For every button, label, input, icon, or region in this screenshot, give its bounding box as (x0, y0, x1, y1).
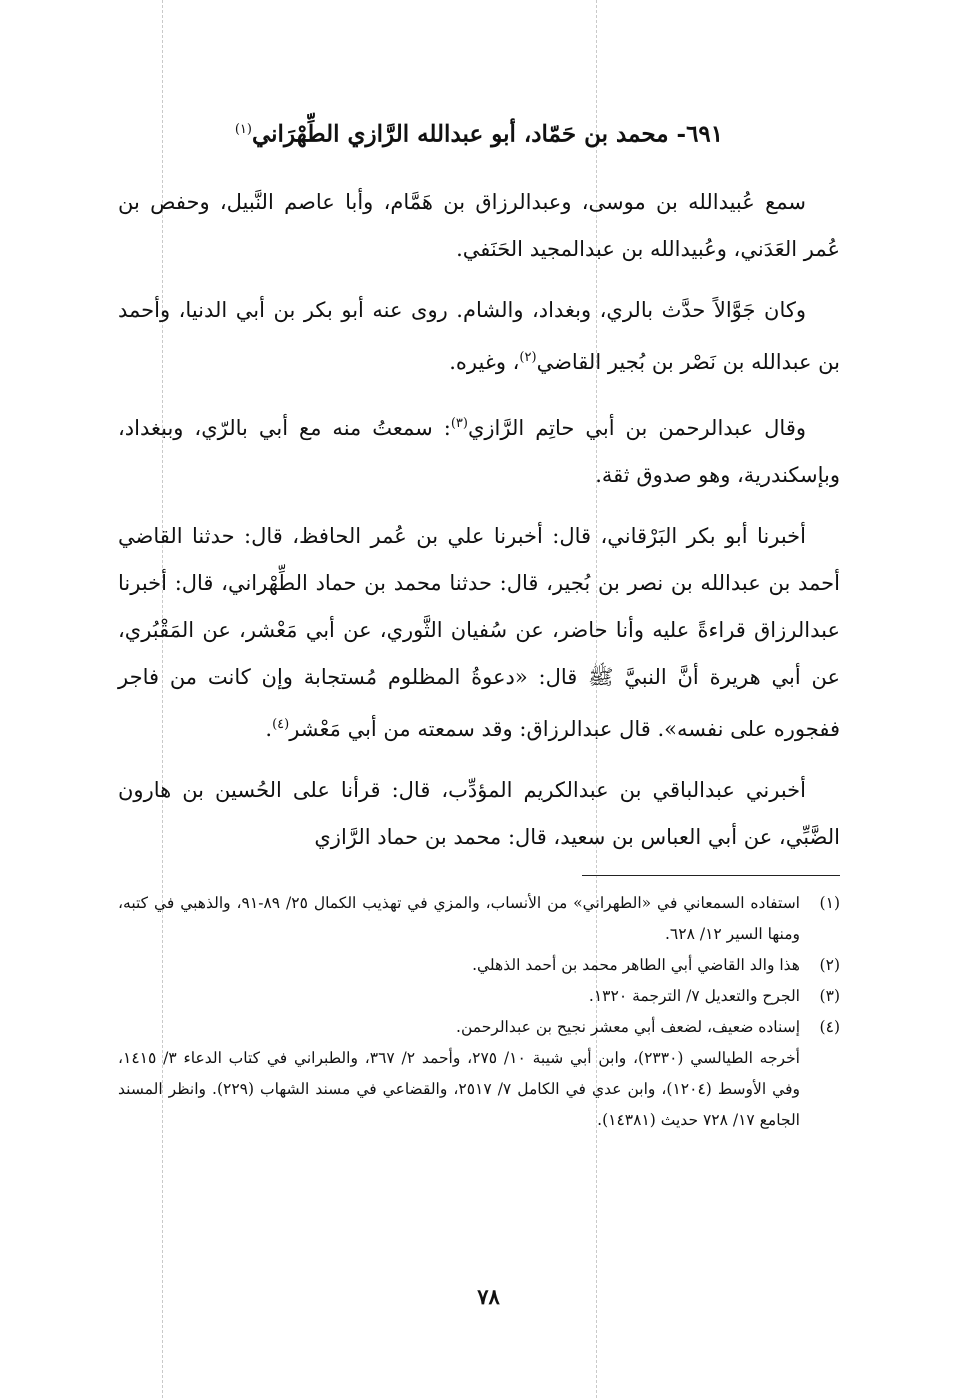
footnote-number: (٢) (819, 955, 840, 974)
paragraph-abi-hatim (118, 400, 840, 499)
entry-title: ٦٩١- محمد بن حَمّاد، أبو عبدالله الرَّازي الطِّهْرَاني (251, 120, 724, 148)
footnote-ref: (١) (234, 122, 252, 137)
paragraph-text: أخبرنا أبو بكر البَرْقاني، قال: أخبرنا علي بن عُمر الحافظ، قال: حدثنا القاضي أحمد بن عبدالله بن نصر بن بُجير، قال: حدثنا محمد بن حماد الطِّهْراني، قال: أخبرنا عبدالرزاق قراءةً عليه وأنا حاضر، عن سُفيان الثَّوري، عن أبي مَعْشر، عن المَقْبُري، عن أبي هريرة أنَّ النبيَّ ﷺ قال: «دعوةُ المظلوم مُستجابة وإن كانت من فاجر ففجوره على نفسه». قال عبدالرزاق: وقد سمعته من أبي مَعْشر (118, 523, 840, 741)
page-number: ٧٨ (477, 1284, 500, 1309)
footnote-continuation: أخرجه الطيالسي (٢٣٣٠)، وابن أبي شيبة ١٠/ ٢٧٥، وأحمد ٢/ ٣٦٧، والطبراني في كتاب الدعاء ٣/ ١٤١٥، وفي الأوسط (١٢٠٤)، وابن عدي في الكامل ٧/ ٢٥١٧، والقضاعي في مسند الشهاب (٢٢٩). وانظر المسند الجامع ١٧/ ٧٢٨ حديث (١٤٣٨١). (118, 1048, 800, 1129)
footnote-item (118, 981, 840, 1012)
footnote-number: (١) (819, 893, 840, 912)
footnotes (118, 888, 840, 1136)
footnote-number: (٣) (819, 986, 840, 1005)
paragraph-text: . (265, 716, 273, 741)
footnote-ref: (٤) (272, 716, 290, 732)
paragraph-travels (118, 287, 840, 386)
book-page (118, 108, 840, 1136)
footnote-separator (582, 875, 840, 876)
paragraph-text: ، وغيره. (449, 349, 520, 374)
paragraph-text: وقال عبدالرحمن بن أبي حاتِم الرَّازي (467, 415, 807, 440)
footnote-number: (٤) (819, 1017, 840, 1036)
footnote-ref: (٣) (450, 415, 468, 431)
paragraph-hadith (118, 513, 840, 753)
entry-heading (118, 108, 840, 157)
paragraph-teachers: سمع عُبيدالله بن موسى، وعبدالرزاق بن هَمَّام، وأبا عاصم النَّبيل، وحفص بن عُمر العَدَني، وعُبيدالله بن عبدالمجيد الحَنَفي. (118, 189, 840, 261)
footnote-text: استفاده السمعاني في «الطهراني» من الأنساب، والمزي في تهذيب الكمال ٢٥/ ٨٩-٩١، والذهبي في كتبه، ومنها السير ١٢/ ٦٢٨. (118, 893, 800, 943)
paragraph-text: : سمعتُ منه مع أبي بالرّي، وببغداد، وبإسكندرية، وهو صدوق ثقة. (118, 415, 840, 487)
paragraph-second-chain: أخبرني عبدالباقي بن عبدالكريم المؤدِّب، قال: قرأنا على الحُسين بن هارون الضَّبِّي، عن أبي العباس بن سعيد، قال: محمد بن حماد الرَّازي (118, 777, 840, 849)
footnote-item (118, 950, 840, 981)
footnote-text: هذا والد القاضي أبي الطاهر محمد بن أحمد الذهلي. (472, 955, 800, 974)
footnote-ref: (٢) (519, 349, 537, 365)
footnote-item (118, 1012, 840, 1043)
footnote-text: الجرح والتعديل ٧/ الترجمة ١٣٢٠. (588, 986, 800, 1005)
paragraph-text: وكان جَوَّالاً حدَّث بالري، وبغداد، والشام. روى عنه أبو بكر بن أبي الدنيا، وأحمد بن عبدالله بن نَصْر بن بُجير القاضي (118, 297, 840, 374)
footnote-item (118, 888, 840, 950)
footnote-text: إسناده ضعيف، لضعف أبي معشر نجيح بن عبدالرحمن. (456, 1017, 800, 1036)
